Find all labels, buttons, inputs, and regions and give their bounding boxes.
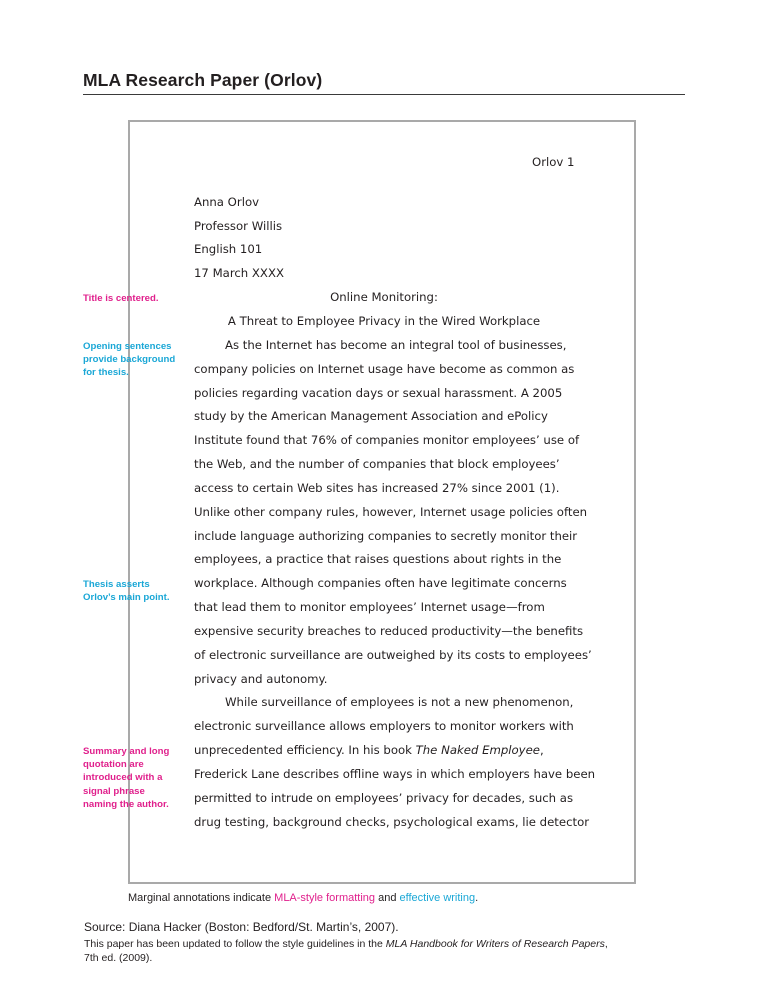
annotation-legend [128, 892, 478, 904]
paper-date: 17 March XXXX [194, 266, 284, 280]
title-underline [83, 94, 685, 95]
paper-title-line-1: Online Monitoring: [330, 290, 438, 304]
body-line: drug testing, background checks, psychological exams, lie detector [194, 815, 590, 829]
legend-writing: effective writing [399, 892, 476, 904]
body-line: expensive security breaches to reduced productivity—the benefits [194, 624, 584, 638]
running-header: Orlov 1 [532, 155, 575, 169]
body-line: Frederick Lane describes offline ways in which employers have been [194, 767, 596, 781]
annotation-line: naming the author. [83, 798, 169, 810]
handbook-title: MLA Handbook for Writers of Research Papers [385, 938, 605, 950]
annotation-opening-sentences [83, 340, 175, 380]
annotation-line: Thesis asserts [83, 579, 150, 590]
annotation-line: Summary and long [83, 746, 170, 757]
body-line: that lead them to monitor employees’ Internet usage—from [194, 600, 545, 614]
legend-formatting: MLA-style formatting [274, 892, 376, 904]
legend-suffix: . [475, 892, 479, 904]
body-line: study by the American Management Association and ePolicy [194, 409, 548, 423]
body-line: of electronic surveillance are outweighed by its costs to employees’ [194, 648, 592, 662]
book-title: The Naked Employee [415, 743, 540, 757]
annotation-thesis [83, 578, 170, 604]
annotation-line: Orlov’s main point. [83, 592, 170, 604]
annotation-line: introduced with a [83, 772, 163, 784]
body-line: Institute found that 76% of companies monitor employees’ use of [194, 433, 580, 447]
body-line: include language authorizing companies to secretly monitor their [194, 529, 578, 543]
body-line: policies regarding vacation days or sexual harassment. A 2005 [194, 386, 563, 400]
annotation-line: provide background [83, 354, 176, 366]
source-update-suffix: , [604, 938, 608, 950]
source-update-note [84, 938, 608, 950]
body-line: access to certain Web sites has increased 27% since 2001 (1). [194, 481, 560, 495]
annotation-title-centered [83, 292, 159, 305]
body-line-comma: , [539, 743, 544, 757]
annotation-line: for thesis. [83, 367, 129, 379]
body-line: Unlike other company rules, however, Internet usage policies often [194, 505, 588, 519]
body-line: permitted to intrude on employees’ privacy for decades, such as [194, 791, 574, 805]
body-line: company policies on Internet usage have become as common as [194, 362, 575, 376]
legend-middle: and [375, 892, 400, 904]
course-name: English 101 [194, 242, 263, 256]
body-line [194, 745, 544, 757]
source-edition: 7th ed. (2009). [84, 952, 153, 964]
document-title: MLA Research Paper (Orlov) [83, 70, 323, 90]
annotation-line: quotation are [83, 759, 144, 771]
legend-prefix: Marginal annotations indicate [128, 892, 275, 904]
body-line: employees, a practice that raises questions about rights in the [194, 552, 562, 566]
body-line: While surveillance of employees is not a new phenomenon, [225, 695, 574, 709]
body-line: As the Internet has become an integral tool of businesses, [225, 338, 567, 352]
paper-title-line-2: A Threat to Employee Privacy in the Wired Workplace [227, 314, 541, 328]
student-name: Anna Orlov [194, 195, 260, 209]
body-line: electronic surveillance allows employers to monitor workers with [194, 719, 574, 733]
instructor-name: Professor Willis [194, 219, 283, 233]
annotation-line: Opening sentences [83, 341, 172, 352]
source-citation: Source: Diana Hacker (Boston: Bedford/St. Martin’s, 2007). [84, 920, 399, 934]
annotation-line: Title is centered. [83, 293, 159, 304]
annotation-summary-quotation [83, 745, 169, 811]
body-line-text: unprecedented efficiency. In his book [194, 743, 416, 757]
body-line: workplace. Although companies often have legitimate concerns [194, 576, 567, 590]
source-update-prefix: This paper has been updated to follow the style guidelines in the [84, 938, 386, 950]
body-line: the Web, and the number of companies that block employees’ [194, 457, 560, 471]
body-line: privacy and autonomy. [194, 672, 328, 686]
annotation-line: signal phrase [83, 785, 145, 797]
